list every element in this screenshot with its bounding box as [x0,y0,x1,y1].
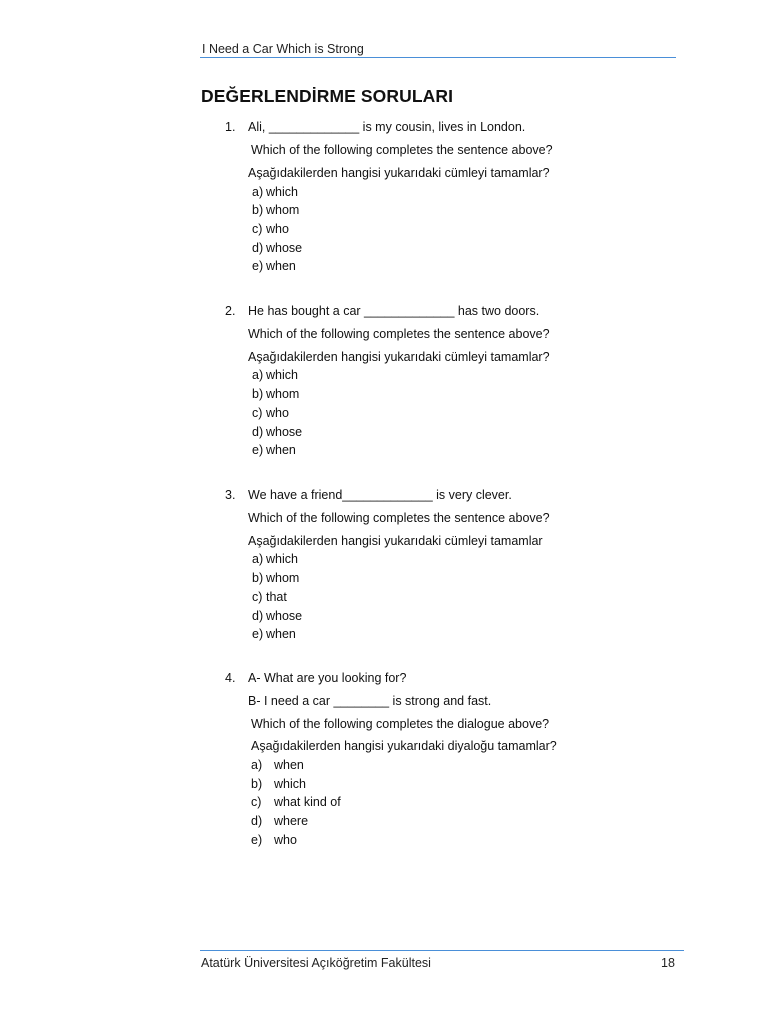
question-prompt-en: Which of the following completes the sentence above? [248,327,550,341]
option-text: whose [266,425,303,439]
option-text: whom [266,571,300,585]
option-text: when [274,758,304,772]
option-text: which [266,185,298,199]
option-text: whose [266,241,303,255]
question-prompt-tr: Aşağıdakilerden hangisi yukarıdaki cümleyi tamamlar [248,534,543,548]
question-prompt-tr: Aşağıdakilerden hangisi yukarıdaki diyaloğu tamamlar? [251,739,557,753]
dialogue-line-a: A- What are you looking for? [248,671,407,685]
question-prompt-en: Which of the following completes the sentence above? [251,143,553,157]
option-text: which [274,777,306,791]
option-letter: d) [252,241,264,255]
option-text: who [266,222,289,236]
option-letter: a) [252,368,264,382]
question-prompt-en: Which of the following completes the sentence above? [248,511,550,525]
option-letter: e) [252,259,264,273]
option-text: whose [266,609,303,623]
option-letter: b) [252,203,264,217]
question-number: 4. [225,671,236,685]
option-text: when [266,443,296,457]
option-text: whom [266,387,300,401]
page-number: 18 [661,956,675,970]
option-letter: e) [251,833,263,847]
footer-rule [200,950,684,951]
option-text: when [266,259,296,273]
option-letter: b) [251,777,263,791]
option-letter: c) [252,222,263,236]
option-letter: d) [252,425,264,439]
running-header: I Need a Car Which is Strong [202,42,364,56]
option-letter: e) [252,443,264,457]
question-prompt-en: Which of the following completes the dialogue above? [251,717,550,731]
option-letter: c) [252,590,263,604]
section-title: DEĞERLENDİRME SORULARI [201,86,454,106]
option-text: when [266,627,296,641]
option-text: what kind of [274,795,341,809]
option-text: that [266,590,287,604]
option-letter: a) [252,185,264,199]
option-text: which [266,368,298,382]
option-text: where [274,814,309,828]
option-letter: c) [252,406,263,420]
header-rule [200,57,676,58]
option-letter: b) [252,571,264,585]
option-text: who [274,833,297,847]
option-text: whom [266,203,300,217]
question-stem: He has bought a car _____________ has two doors. [248,304,540,318]
question-stem: We have a friend_____________ is very clever. [248,488,512,502]
option-letter: a) [252,552,264,566]
question-prompt-tr: Aşağıdakilerden hangisi yukarıdaki cümleyi tamamlar? [248,166,550,180]
footer-institution: Atatürk Üniversitesi Açıköğretim Fakültesi [201,956,431,970]
option-text: who [266,406,289,420]
option-letter: d) [251,814,263,828]
question-prompt-tr: Aşağıdakilerden hangisi yukarıdaki cümleyi tamamlar? [248,350,550,364]
option-letter: e) [252,627,264,641]
question-stem: Ali, _____________ is my cousin, lives in London. [248,120,526,134]
question-number: 1. [225,120,236,134]
option-text: which [266,552,298,566]
dialogue-line-b: B- I need a car ________ is strong and fast. [248,694,492,708]
option-letter: c) [251,795,262,809]
option-letter: a) [251,758,263,772]
option-letter: d) [252,609,264,623]
option-letter: b) [252,387,264,401]
question-number: 2. [225,304,236,318]
question-number: 3. [225,488,236,502]
